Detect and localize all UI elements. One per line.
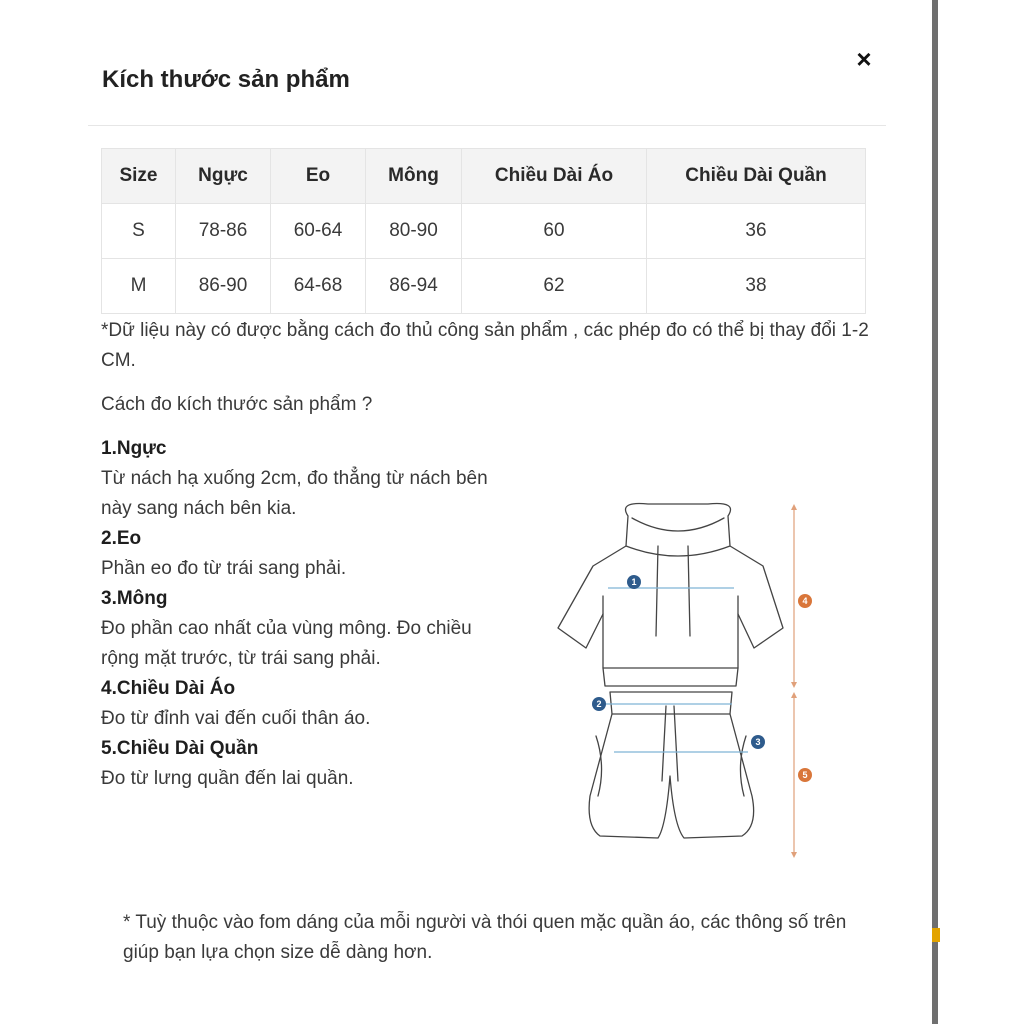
instruction-text: Đo từ đỉnh vai đến cuối thân áo. xyxy=(101,708,371,729)
table-header-cell: Chiều Dài Quần xyxy=(647,149,866,204)
marker-3-label: 3 xyxy=(755,737,761,747)
footnote: * Tuỳ thuộc vào fom dáng của mỗi người và thói quen mặc quần áo, các thông số trên giúp bạn lựa chọn size dễ dàng hơn. xyxy=(123,912,847,963)
background-accent xyxy=(932,928,940,942)
instruction-text: Đo từ lưng quần đến lai quần. xyxy=(101,768,354,789)
table-cell: 38 xyxy=(647,259,866,314)
instruction-text: Đo phần cao nhất của vùng mông. Đo chiều rộng mặt trước, từ trái sang phải. xyxy=(101,618,472,669)
table-cell: 60 xyxy=(462,204,647,259)
measurement-note: *Dữ liệu này có được bằng cách đo thủ công sản phẩm , các phép đo có thể bị thay đổi 1-2 CM. xyxy=(101,320,869,371)
how-to-measure-heading: Cách đo kích thước sản phẩm ? xyxy=(101,394,373,415)
instruction-heading: 5.Chiều Dài Quần xyxy=(101,738,259,759)
page-edge xyxy=(930,0,1024,1024)
table-cell: S xyxy=(102,204,176,259)
table-cell: M xyxy=(102,259,176,314)
size-table xyxy=(101,148,866,314)
table-cell: 64-68 xyxy=(271,259,366,314)
scrollbar[interactable] xyxy=(932,0,938,1024)
table-header-cell: Mông xyxy=(366,149,462,204)
table-cell: 86-90 xyxy=(176,259,271,314)
divider xyxy=(88,125,886,126)
marker-1-label: 1 xyxy=(631,577,637,587)
table-header-row xyxy=(102,149,866,204)
hoodie-shorts-measurement-diagram xyxy=(548,496,828,866)
table-header-cell: Eo xyxy=(271,149,366,204)
measurement-instructions xyxy=(101,434,501,794)
table-cell: 36 xyxy=(647,204,866,259)
table-header-cell: Ngực xyxy=(176,149,271,204)
table-header-cell: Size xyxy=(102,149,176,204)
instruction-heading: 1.Ngực xyxy=(101,438,167,459)
marker-5-label: 5 xyxy=(802,770,808,780)
table-cell: 86-94 xyxy=(366,259,462,314)
instruction-text: Phần eo đo từ trái sang phải. xyxy=(101,558,347,579)
instruction-heading: 2.Eo xyxy=(101,528,142,549)
table-row xyxy=(102,259,866,314)
table-header-cell: Chiều Dài Áo xyxy=(462,149,647,204)
instruction-heading: 4.Chiều Dài Áo xyxy=(101,678,236,699)
table-row xyxy=(102,204,866,259)
instruction-heading: 3.Mông xyxy=(101,588,168,609)
instruction-text: Từ nách hạ xuống 2cm, đo thẳng từ nách bên này sang nách bên kia. xyxy=(101,468,488,519)
modal-title: Kích thước sản phẩm xyxy=(102,66,350,93)
table-cell: 78-86 xyxy=(176,204,271,259)
close-icon[interactable]: × xyxy=(856,44,872,74)
table-cell: 62 xyxy=(462,259,647,314)
table-cell: 80-90 xyxy=(366,204,462,259)
table-cell: 60-64 xyxy=(271,204,366,259)
marker-2-label: 2 xyxy=(596,699,602,709)
marker-4-label: 4 xyxy=(802,596,808,606)
